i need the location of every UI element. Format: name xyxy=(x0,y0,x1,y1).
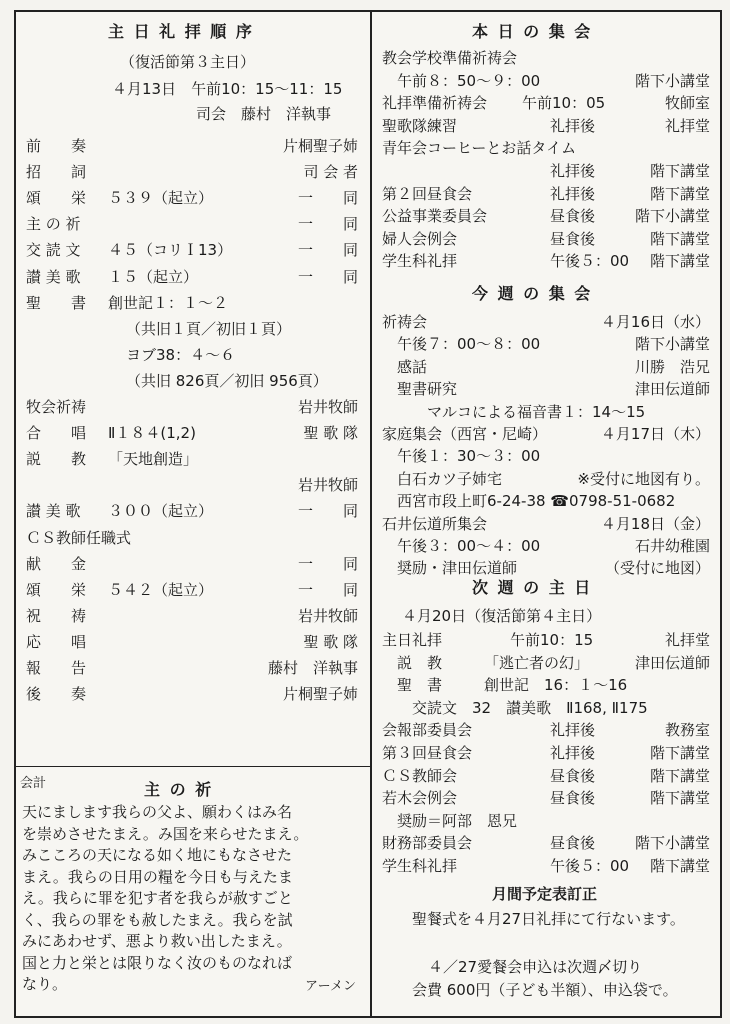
order-item-label: 讃 美 歌 xyxy=(26,267,81,286)
today-line-text: 礼拝準備祈祷会 xyxy=(382,94,488,113)
next-line-text: ＣＳ教師会 xyxy=(382,766,458,785)
today-line-time: 礼拝後 xyxy=(550,116,596,135)
order-item-label: 合 唱 xyxy=(26,424,87,443)
today-line-text: 聖歌隊練習 xyxy=(382,116,458,135)
today-line-time: 午後５：00 xyxy=(550,252,630,271)
today-title: 本 日 の 集 会 xyxy=(472,22,593,41)
order-item-label: 報 告 xyxy=(26,659,87,677)
order-item-who: 一 同 xyxy=(297,241,358,260)
next-line-text: 交読文 32 讃美歌 Ⅱ168, Ⅱ175 xyxy=(382,698,648,717)
order-item-who: 岩井牧師 xyxy=(297,476,358,495)
next-line-place: 階下講堂 xyxy=(649,766,710,785)
next-line-text: 説 教 xyxy=(382,653,443,672)
next-line-text: 第３回昼食会 xyxy=(382,744,473,762)
prayer-line: みこころの天になる如く地にもなさせた xyxy=(22,846,293,864)
today-line-place: 階下講堂 xyxy=(649,162,710,180)
order-item-detail: 「天地創造」 xyxy=(108,450,199,469)
next-line-time: 昼食後 xyxy=(550,834,596,853)
today-line-place: 階下講堂 xyxy=(649,184,710,203)
next-line-time: 昼食後 xyxy=(550,766,596,785)
today-line-text: 教会学校準備祈祷会 xyxy=(382,49,518,67)
week-line-place: ※受付に地図有り。 xyxy=(577,469,710,488)
next-date: ４月20日（復活節第４主日） xyxy=(402,607,602,625)
column-divider xyxy=(370,12,372,1016)
next-line-time: 礼拝後 xyxy=(550,721,596,740)
prayer-line: まえ。我らの日用の糧を今日も与えたま xyxy=(22,867,293,886)
next-line-text: 主日礼拝 xyxy=(382,631,443,649)
order-item-label: ＣＳ教師任職式 xyxy=(26,528,132,547)
order-item-detail: ヨブ38：４〜６ xyxy=(126,345,236,364)
order-item-label: 説 教 xyxy=(26,450,87,469)
next-line-time: 昼食後 xyxy=(550,789,596,808)
prayer-line: く、我らの罪をも赦したまえ。我らを試 xyxy=(22,910,293,929)
today-line-time: 礼拝後 xyxy=(550,184,596,203)
order-item-detail: ５４２（起立） xyxy=(108,580,214,599)
week-line-place: 津田伝道師 xyxy=(634,380,710,399)
order-item-who: 一 同 xyxy=(297,267,358,286)
prayer-title: 主 の 祈 xyxy=(144,780,214,799)
next-line-place: 階下小講堂 xyxy=(634,834,710,853)
order-item-who: 一 同 xyxy=(297,215,358,234)
today-line-text: 学生科礼拝 xyxy=(382,252,458,271)
order-datetime: ４月13日 午前10：15〜11：15 xyxy=(112,80,343,98)
bulletin-sheet xyxy=(14,10,722,1018)
order-item-label: 祝 祷 xyxy=(26,606,87,625)
order-item-label: 頌 栄 xyxy=(26,580,87,599)
prayer-line: 天にまします我らの父よ、願わくはみ名 xyxy=(22,803,293,821)
order-item-detail: ４５（コリＩ13） xyxy=(108,241,233,260)
next-line-place: 津田伝道師 xyxy=(634,653,710,672)
order-item-detail: ５３９（起立） xyxy=(108,189,214,208)
stamp-text: 会計 xyxy=(20,776,47,791)
today-line-text: 婦人会例会 xyxy=(382,229,458,248)
order-item-detail: Ⅱ１８４(1,2) xyxy=(108,424,196,443)
next-line-time: 「逃亡者の幻」 xyxy=(484,653,590,672)
week-line-text: 午後１：30〜３：00 xyxy=(382,447,541,466)
today-line-time: 昼食後 xyxy=(550,207,596,226)
week-line-text: 祈祷会 xyxy=(382,313,428,331)
today-line-place: 階下小講堂 xyxy=(634,207,710,226)
week-line-text: 西宮市段上町6-24-38 ☎0798-51-0682 xyxy=(382,492,676,511)
order-title: 主 日 礼 拝 順 序 xyxy=(108,22,254,41)
order-item-detail: １５（起立） xyxy=(108,267,199,286)
week-line-place: ４月16日（水） xyxy=(600,313,710,331)
next-line-text: 学生科礼拝 xyxy=(382,857,458,875)
prayer-body xyxy=(22,802,362,996)
order-item-label: 主 の 祈 xyxy=(26,215,81,234)
next-line-place: 教務室 xyxy=(664,721,710,740)
order-item-label: 献 金 xyxy=(26,554,87,573)
week-line-text: 石井伝道所集会 xyxy=(382,514,488,533)
next-line-place: 階下講堂 xyxy=(649,789,710,808)
deadline-notice: ４／27愛餐会申込は次週〆切り xyxy=(428,958,643,976)
week-line-text: 感話 xyxy=(382,357,428,376)
today-line-place: 牧師室 xyxy=(664,94,710,113)
order-item-label: 頌 栄 xyxy=(26,189,87,208)
week-line-place: 川勝 浩兄 xyxy=(634,357,710,376)
today-line-place: 階下講堂 xyxy=(649,229,710,248)
week-line-place: 階下小講堂 xyxy=(634,335,710,354)
order-item-label: 牧会祈祷 xyxy=(26,398,87,416)
order-item-detail: ３００（起立） xyxy=(108,502,214,521)
today-line-time: 午前10：05 xyxy=(522,94,606,113)
fee-notice: 会費 600円（子ども半額）、申込袋で。 xyxy=(412,981,678,999)
order-subtitle: （復活節第３主日） xyxy=(120,53,256,71)
order-item-label: 前 奏 xyxy=(26,137,87,155)
order-item-detail: （共旧 826頁／初旧 956頁） xyxy=(126,371,328,390)
next-line-text: 財務部委員会 xyxy=(382,834,473,853)
order-item-who: 岩井牧師 xyxy=(297,606,358,625)
order-item-label: 讃 美 歌 xyxy=(26,502,81,521)
week-line-text: 白石カツ子姉宅 xyxy=(382,469,503,488)
order-item-who: 一 同 xyxy=(297,502,358,521)
next-line-time: 午前10：15 xyxy=(510,631,594,649)
section-divider xyxy=(16,766,370,767)
next-line-text: 奨励＝阿部 恩兄 xyxy=(382,811,518,830)
today-line-place: 階下講堂 xyxy=(649,252,710,271)
order-item-who: 藤村 洋執事 xyxy=(267,659,358,677)
week-line-place: ４月18日（金） xyxy=(600,514,710,533)
order-item-label: 応 唱 xyxy=(26,632,87,651)
today-line-place: 階下小講堂 xyxy=(634,71,710,90)
order-item-who: 聖 歌 隊 xyxy=(303,632,358,651)
week-line-text: 午後７：00〜８：00 xyxy=(382,335,541,354)
today-line-text: 第２回昼食会 xyxy=(382,184,473,203)
order-item-label: 後 奏 xyxy=(26,685,87,704)
prayer-line: 国と力と栄とは限りなく汝のものなれば xyxy=(22,953,293,972)
today-line-time: 昼食後 xyxy=(550,229,596,248)
order-item-label: 招 詞 xyxy=(26,163,87,182)
next-line-time: 礼拝後 xyxy=(550,744,596,762)
order-item-label: 聖 書 xyxy=(26,293,87,312)
order-item-who: 岩井牧師 xyxy=(297,398,358,416)
order-item-who: 聖 歌 隊 xyxy=(303,424,358,443)
prayer-line: なり。 xyxy=(22,975,68,993)
next-line-text: 聖 書 xyxy=(382,676,443,695)
today-line-text: 公益事業委員会 xyxy=(382,207,488,226)
correction-title: 月間予定表訂正 xyxy=(492,885,598,903)
week-line-place: ４月17日（木） xyxy=(600,425,710,443)
order-item-who: 一 同 xyxy=(297,189,358,208)
today-line-place: 礼拝堂 xyxy=(664,116,710,135)
week-line-text: 聖書研究 xyxy=(382,380,458,399)
week-line-text: 家庭集会（西宮・尼崎） xyxy=(382,425,548,443)
week-title: 今 週 の 集 会 xyxy=(472,284,593,303)
order-item-who: 片桐聖子姉 xyxy=(282,137,358,155)
next-line-place: 礼拝堂 xyxy=(664,631,710,649)
prayer-line: みにあわせず、悪より救い出したまえ。 xyxy=(22,932,292,950)
next-line-text: 若木会例会 xyxy=(382,789,458,808)
next-line-time: 午後５：00 xyxy=(550,857,630,875)
today-line-time: 礼拝後 xyxy=(550,162,596,180)
order-item-who: 一 同 xyxy=(297,554,358,573)
prayer-amen: アーメン xyxy=(305,979,356,994)
next-line-time: 創世記 16：１〜16 xyxy=(484,676,628,695)
correction-text: 聖餐式を４月27日礼拝にて行ないます。 xyxy=(412,910,685,928)
order-item-label: 交 読 文 xyxy=(26,241,81,260)
next-line-place: 階下講堂 xyxy=(649,744,710,762)
week-line-text: 午後３：00〜４：00 xyxy=(382,537,541,555)
week-line-text: マルコによる福音書１：14〜15 xyxy=(382,402,646,421)
next-title: 次 週 の 主 日 xyxy=(472,578,593,597)
order-item-detail: 創世記１：１〜２ xyxy=(108,293,229,312)
prayer-line: え。我らに罪を犯す者を我らが赦すごと xyxy=(22,889,293,907)
week-line-text: 奨励・津田伝道師 xyxy=(382,559,518,578)
order-item-who: 一 同 xyxy=(297,580,358,599)
next-line-text: 会報部委員会 xyxy=(382,721,473,740)
prayer-line: を崇めさせたまえ。み国を来らせたまえ。 xyxy=(22,824,309,843)
next-line-place: 階下講堂 xyxy=(649,857,710,875)
order-item-who: 司 会 者 xyxy=(303,163,358,182)
week-line-place: （受付に地図） xyxy=(604,559,710,578)
today-line-text: 青年会コーヒーとお話タイム xyxy=(382,139,577,158)
week-line-place: 石井幼稚園 xyxy=(634,537,710,555)
order-presider: 司会 藤村 洋執事 xyxy=(196,105,332,123)
today-line-text: 午前８：50〜９：00 xyxy=(382,71,541,90)
order-item-who: 片桐聖子姉 xyxy=(282,685,358,704)
order-item-detail: （共旧１頁／初旧１頁） xyxy=(126,319,292,338)
